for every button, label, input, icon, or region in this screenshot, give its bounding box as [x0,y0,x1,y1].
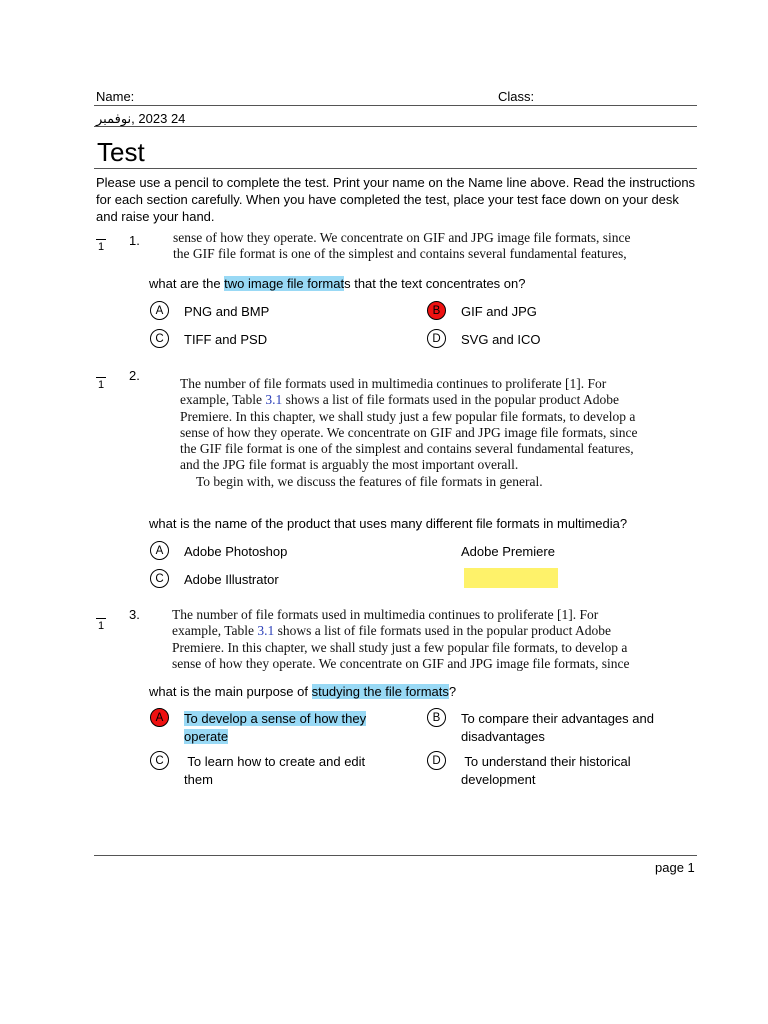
date-text: 24 2023 ,نوفمبر [96,111,186,126]
score-value: 1 [97,620,105,632]
answer-option-c[interactable]: C TIFF and PSD [150,331,267,349]
footer-divider [94,855,697,856]
answer-option-b[interactable]: Adobe Premiere [461,544,555,559]
option-bubble-selected[interactable]: B [427,301,446,320]
answer-option-d[interactable]: D SVG and ICO [427,331,540,349]
question-number: 2. [129,368,140,383]
scanned-passage [180,376,638,490]
option-bubble[interactable]: C [150,751,169,770]
divider [94,126,697,127]
passage-line: example, Table 3.1 shows a list of file formats used in the popular product Adobe [180,392,619,408]
highlighted-text: two image file format [224,276,345,291]
option-bubble[interactable]: D [427,329,446,348]
option-bubble[interactable]: C [150,569,169,588]
question-text: what is the main purpose of studying the file formats? [149,684,457,699]
option-bubble-selected[interactable]: A [150,708,169,727]
answer-option-c[interactable]: C Adobe Illustrator [150,571,279,589]
score-field[interactable] [94,610,108,633]
name-line[interactable] [94,105,697,106]
passage-line: example, Table 3.1 shows a list of file formats used in the popular product Adobe [172,623,611,639]
passage-line: The number of file formats used in multimedia continues to proliferate [1]. For [180,376,607,391]
answer-option-a[interactable]: A Adobe Photoshop [150,543,287,561]
option-bubble[interactable]: C [150,329,169,348]
question-number: 3. [129,607,140,622]
yellow-highlight-mark [464,568,558,588]
answer-option-d[interactable]: D To understand their historical development [427,753,631,789]
passage-line: the GIF file format is one of the simplest and contains several fundamental features, [173,246,627,262]
instructions-text: Please use a pencil to complete the test. Print your name on the Name line above. Read the instructions for each section carefully. When you have completed the test, place your test face down on your desk and raise your hand. [96,175,696,224]
question-text: what are the two image file formats that the text concentrates on? [149,276,526,291]
passage-line: sense of how they operate. We concentrate on GIF and JPG image file formats, since [173,230,631,245]
name-label: Name: [96,89,135,104]
passage-line: The number of file formats used in multimedia continues to proliferate [1]. For [172,607,599,622]
passage-line: and the JPG file format is arguably the most important overall. [180,457,519,473]
option-bubble[interactable]: D [427,751,446,770]
question-text: what is the name of the product that uses many different file formats in multimedia? [149,516,628,531]
class-label: Class: [498,89,535,104]
answer-option-a[interactable]: A PNG and BMP [150,303,269,321]
passage-line: the GIF file format is one of the simplest and contains several fundamental features, [180,441,634,457]
score-field[interactable] [94,231,108,254]
passage-line: Premiere. In this chapter, we shall study just a few popular file formats, to develop a [172,639,628,655]
score-field[interactable] [94,369,108,392]
option-bubble[interactable]: B [427,708,446,727]
scanned-passage [173,230,631,263]
page-number: page 1 [655,860,695,875]
passage-line: To begin with, we discuss the features of file formats in general. [196,473,543,489]
option-bubble[interactable]: A [150,541,169,560]
answer-option-b[interactable]: B GIF and JPG [427,303,537,321]
question-number: 1. [129,233,140,248]
score-value: 1 [97,379,105,391]
passage-line: sense of how they operate. We concentrate on GIF and JPG image file formats, since [172,655,630,671]
option-bubble[interactable]: A [150,301,169,320]
score-value: 1 [97,241,105,253]
passage-line: sense of how they operate. We concentrate on GIF and JPG image file formats, since [180,424,638,440]
scanned-passage [172,607,630,672]
page-title: Test [97,137,145,167]
answer-option-b[interactable]: B To compare their advantages and disadvantages [427,710,654,746]
passage-line: Premiere. In this chapter, we shall study just a few popular file formats, to develop a [180,408,636,424]
answer-option-c[interactable]: C To learn how to create and edit them [150,753,365,789]
title-divider [94,168,697,169]
answer-option-a[interactable]: A To develop a sense of how they operate [150,710,366,746]
highlighted-text: studying the file formats [311,684,449,699]
